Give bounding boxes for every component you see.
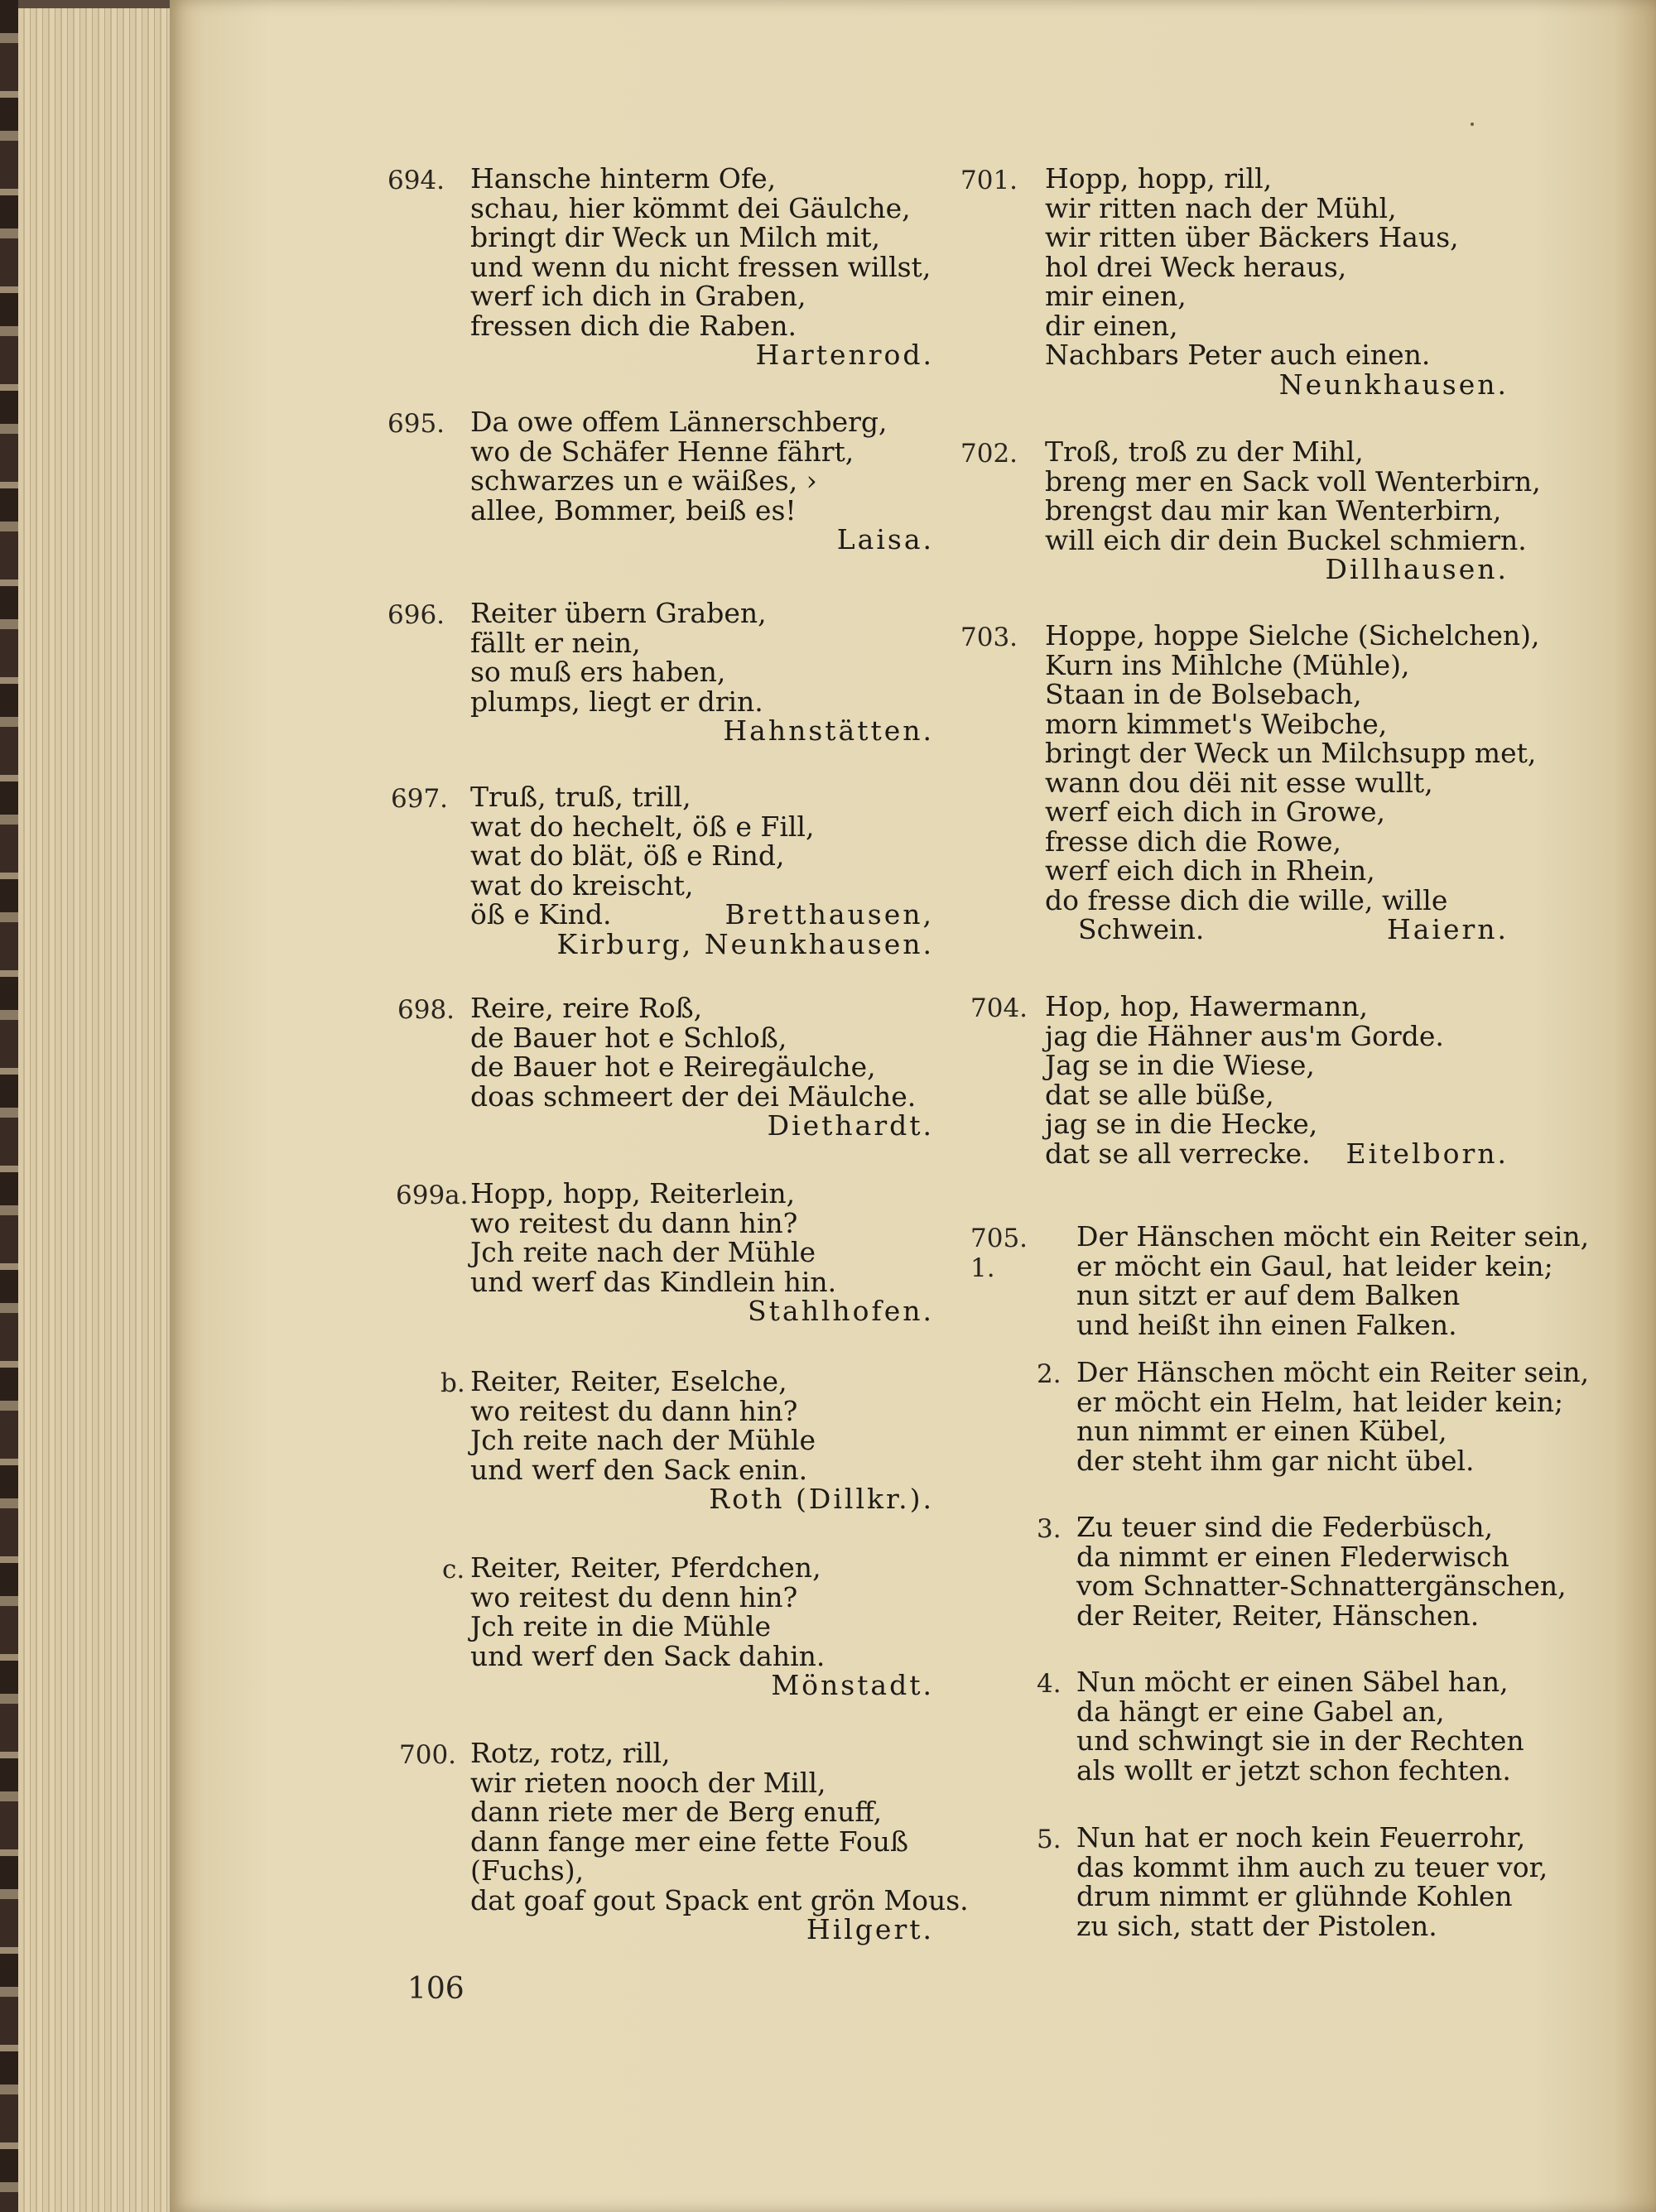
verse-line: bringt der Weck un Milchsupp met, xyxy=(1045,737,1537,769)
entry-number: 703. xyxy=(960,623,1018,652)
entry-number: 697. xyxy=(391,784,449,814)
verse-entry xyxy=(1045,164,1509,399)
verse-line: wo reitest du dann hin? xyxy=(470,1206,798,1239)
verse-line: Reire, reire Roß, xyxy=(470,992,703,1024)
verse-entry xyxy=(470,1553,934,1700)
verse-line: Reiter, Reiter, Pferdchen, xyxy=(470,1551,821,1584)
verse-line: fressen dich die Raben. xyxy=(470,309,797,342)
verse-line: er möcht ein Helm, hat leider kein; xyxy=(1076,1385,1564,1418)
verse-line: brengst dau mir kan Wenterbirn, xyxy=(1045,494,1502,527)
verse-line: morn kimmet's Weibche, xyxy=(1045,707,1388,740)
verse-line: wir ritten nach der Mühl, xyxy=(1045,191,1397,224)
verse-line: und werf den Sack enin. xyxy=(470,1453,808,1486)
verse-line: Hop, hop, Hawermann, xyxy=(1045,990,1368,1022)
verse-line: Jag se in die Wiese, xyxy=(1045,1049,1315,1081)
verse-entry xyxy=(470,782,934,959)
verse-entry xyxy=(470,164,934,370)
entry-number: 696. xyxy=(388,600,445,630)
verse-line: werf eich dich in Growe, xyxy=(1045,796,1386,828)
verse-line: de Bauer hot e Schloß, xyxy=(470,1021,787,1054)
verse-line: und heißt ihn einen Falken. xyxy=(1076,1308,1457,1341)
verse-line: und werf das Kindlein hin. xyxy=(470,1265,837,1298)
verse-line: vom Schnatter-Schnattergänschen, xyxy=(1076,1570,1567,1602)
verse-line: do fresse dich die wille, wille xyxy=(1045,883,1448,916)
verse-entry xyxy=(1076,1666,1524,1786)
place-name: Kirburg, Neunkhausen. xyxy=(556,927,934,960)
verse-line: Nun hat er noch kein Feuerrohr, xyxy=(1076,1821,1526,1854)
verse-line: Hoppe, hoppe Sielche (Sichelchen), xyxy=(1045,619,1540,652)
place-name: Laisa. xyxy=(836,523,934,555)
place-name: Haiern. xyxy=(1386,913,1509,945)
entry-number: 5. xyxy=(1037,1825,1061,1854)
verse-line: Jch reite nach der Mühle xyxy=(470,1236,816,1268)
entry-number: c. xyxy=(442,1555,465,1584)
verse-line: drum nimmt er glühnde Kohlen xyxy=(1076,1880,1513,1912)
verse-line: wo reitest du denn hin? xyxy=(470,1580,798,1613)
verse-line: wo de Schäfer Henne fährt, xyxy=(470,435,854,468)
verse-line: Jch reite nach der Mühle xyxy=(470,1424,816,1456)
verse-entry xyxy=(470,407,934,555)
verse-entry xyxy=(470,1737,969,1945)
verse-line: Hansche hinterm Ofe, xyxy=(470,162,777,195)
entry-number: 3. xyxy=(1037,1514,1061,1544)
verse-line: dat goaf gout Spack ent grön Mous. xyxy=(470,1883,969,1916)
verse-line: das kommt ihm auch zu teuer vor, xyxy=(1076,1850,1548,1883)
place-name: Hartenrod. xyxy=(755,339,934,371)
verse-line: fresse dich die Rowe, xyxy=(1045,825,1341,858)
verse-line: er möcht ein Gaul, hat leider kein; xyxy=(1076,1249,1553,1282)
verse-line: wat do blät, öß e Rind, xyxy=(470,839,785,872)
verse-line: als wollt er jetzt schon fechten. xyxy=(1076,1753,1511,1786)
verse-entry xyxy=(1076,1220,1590,1341)
place-name: Hilgert. xyxy=(806,1913,934,1945)
verse-line-with-place xyxy=(1045,915,1509,945)
entry-number: b. xyxy=(440,1368,465,1398)
book-cover-edge xyxy=(0,0,18,2212)
verse-line: so muß ers haben, xyxy=(470,656,726,688)
verse-line: schau, hier kömmt dei Gäulche, xyxy=(470,191,911,224)
verse-line: Reiter übern Graben, xyxy=(470,597,767,629)
entry-number: 700. xyxy=(399,1740,457,1770)
verse-line: Nachbars Peter auch einen. xyxy=(1045,339,1431,371)
place-name: Neunkhausen. xyxy=(1278,368,1509,401)
verse-line: nun nimmt er einen Kübel, xyxy=(1076,1415,1447,1447)
verse-line: Staan in de Bolsebach, xyxy=(1045,678,1362,710)
verse-line: öß e Kind. xyxy=(470,898,612,930)
verse-line: da nimmt er einen Flederwisch xyxy=(1076,1540,1509,1573)
verse-entry xyxy=(1045,435,1541,585)
verse-line: nun sitzt er auf dem Balken xyxy=(1076,1279,1461,1311)
verse-line: Schwein. xyxy=(1078,913,1205,945)
verse-line: wo reitest du dann hin? xyxy=(470,1394,798,1427)
verse-entry xyxy=(470,599,934,746)
verse-entry xyxy=(1045,992,1509,1168)
verse-line: doas schmeert der dei Mäulche. xyxy=(470,1080,917,1113)
verse-line: jag die Hähner aus'm Gorde. xyxy=(1045,1019,1444,1052)
verse-line: Rotz, rotz, rill, xyxy=(470,1737,671,1769)
verse-line: werf eich dich in Rhein, xyxy=(1045,854,1375,887)
verse-line: der Reiter, Reiter, Hänschen. xyxy=(1076,1599,1480,1632)
place-name: Eitelborn. xyxy=(1346,1137,1509,1170)
verse-line: werf ich dich in Graben, xyxy=(470,280,806,312)
verse-line-with-place xyxy=(470,900,934,930)
entry-number: 699a. xyxy=(396,1181,469,1210)
verse-line: Truß, truß, trill, xyxy=(470,781,691,813)
verse-line: (Fuchs), xyxy=(470,1854,585,1887)
paper-speck xyxy=(1471,123,1474,126)
entry-number: 701. xyxy=(960,166,1018,195)
verse-entry xyxy=(470,1367,934,1514)
entry-number: 705. 1. xyxy=(970,1224,1028,1283)
page-number: 106 xyxy=(407,1972,465,2006)
verse-entry xyxy=(470,1179,934,1326)
verse-entry xyxy=(470,993,934,1141)
verse-entry xyxy=(1045,619,1540,945)
verse-line: der steht ihm gar nicht übel. xyxy=(1076,1444,1475,1477)
verse-line: plumps, liegt er drin. xyxy=(470,685,763,718)
verse-line: dat se alle büße, xyxy=(1045,1078,1274,1111)
verse-line: Da owe offem Lännerschberg, xyxy=(470,406,888,438)
place-name: Hahnstätten. xyxy=(723,714,934,747)
verse-entry xyxy=(1076,1821,1548,1942)
verse-line: und schwingt sie in der Rechten xyxy=(1076,1724,1524,1757)
entry-number: 704. xyxy=(970,993,1028,1023)
verse-line: allee, Bommer, beiß es! xyxy=(470,493,797,527)
verse-line: Der Hänschen möcht ein Reiter sein, xyxy=(1076,1220,1590,1253)
place-name: Roth (Dillkr.). xyxy=(709,1483,934,1515)
place-name: Stahlhofen. xyxy=(748,1295,934,1327)
verse-line: zu sich, statt der Pistolen. xyxy=(1076,1909,1437,1942)
place-name: Diethardt. xyxy=(767,1109,934,1142)
verse-line: Reiter, Reiter, Eselche, xyxy=(470,1365,787,1397)
verse-line: schwarzes un e wäißes, › xyxy=(470,464,817,497)
verse-line: wat do hechelt, öß e Fill, xyxy=(470,810,815,843)
entry-number: 695. xyxy=(388,409,445,439)
verse-line: dir einen, xyxy=(1045,309,1178,342)
entry-number: 702. xyxy=(960,439,1018,469)
verse-line: Nun möcht er einen Säbel han, xyxy=(1076,1666,1509,1698)
entry-number: 4. xyxy=(1037,1669,1061,1699)
verse-entry xyxy=(1076,1356,1590,1477)
verse-line: hol drei Weck heraus, xyxy=(1045,250,1347,283)
verse-line: Troß, troß zu der Mihl, xyxy=(1045,435,1364,468)
place-name: Bretthausen, xyxy=(724,898,934,930)
page-stack xyxy=(18,8,176,2212)
entry-number: 698. xyxy=(397,995,455,1025)
verse-line: Jch reite in die Mühle xyxy=(470,1610,771,1642)
verse-line: jag se in die Hecke, xyxy=(1045,1108,1318,1140)
verse-line: wir ritten über Bäckers Haus, xyxy=(1045,221,1459,253)
verse-line: wir rieten nooch der Mill, xyxy=(470,1766,826,1799)
verse-line: da hängt er eine Gabel an, xyxy=(1076,1695,1445,1728)
verse-line: bringt dir Weck un Milch mit, xyxy=(470,221,880,253)
verse-line: dat se all verrecke. xyxy=(1045,1137,1311,1170)
verse-line: fällt er nein, xyxy=(470,626,641,659)
verse-line: will eich dir dein Buckel schmiern. xyxy=(1045,523,1527,556)
verse-line-with-place xyxy=(1045,1139,1509,1169)
place-name: Dillhausen. xyxy=(1325,553,1509,585)
verse-line: und werf den Sack dahin. xyxy=(470,1639,826,1672)
verse-line: dann riete mer de Berg enuff, xyxy=(470,1796,883,1828)
verse-line: Kurn ins Mihlche (Mühle), xyxy=(1045,648,1410,681)
verse-entry xyxy=(1076,1511,1567,1632)
verse-line: Der Hänschen möcht ein Reiter sein, xyxy=(1076,1356,1590,1388)
verse-line: Hopp, hopp, rill, xyxy=(1045,162,1273,195)
verse-line: dann fange mer eine fette Fouß xyxy=(470,1825,909,1858)
verse-line: mir einen, xyxy=(1045,280,1187,312)
place-name: Mönstadt. xyxy=(771,1669,934,1701)
verse-line: de Bauer hot e Reiregäulche, xyxy=(470,1051,876,1083)
verse-line: Zu teuer sind die Federbüsch, xyxy=(1076,1511,1494,1543)
verse-line: wann dou dëi nit esse wullt, xyxy=(1045,766,1433,799)
verse-line: Hopp, hopp, Reiterlein, xyxy=(470,1177,796,1209)
entry-number: 694. xyxy=(388,166,445,195)
entry-number: 2. xyxy=(1037,1359,1061,1389)
verse-line: wat do kreischt, xyxy=(470,868,694,902)
verse-line: breng mer en Sack voll Wenterbirn, xyxy=(1045,464,1541,498)
verse-line: und wenn du nicht fressen willst, xyxy=(470,250,932,283)
